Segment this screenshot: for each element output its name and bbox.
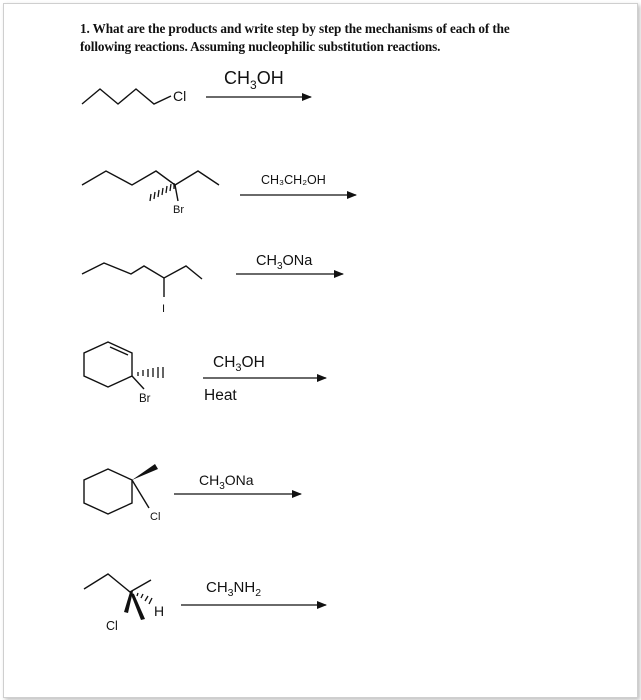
reaction-4-double-bond	[110, 347, 128, 355]
reaction-2-substrate-chain	[82, 171, 219, 185]
reaction-2-hashed-bond	[150, 183, 174, 201]
reaction-6-hashed-bond	[137, 593, 152, 604]
reaction-5-c-cl-bond	[132, 480, 149, 508]
reaction-4-condition: Heat	[204, 387, 237, 404]
reaction-3-leaving-group: I	[162, 303, 166, 315]
reaction-2-c-br-bond	[175, 185, 178, 201]
reaction-5-reagent: $CH_3ONa$	[199, 472, 254, 492]
reaction-1	[82, 68, 311, 104]
reaction-2-leaving-group: Br	[173, 204, 184, 216]
reaction-5-cyclohexane-ring	[84, 469, 132, 514]
reaction-3-reagent: $CH_3ONa$	[256, 253, 313, 272]
reaction-4-hashed-bond	[138, 367, 163, 378]
reaction-1-leaving-group: Cl	[173, 88, 187, 104]
reaction-5-wedge-bond	[132, 464, 158, 480]
reaction-6-wedge-bond	[130, 592, 145, 620]
reaction-2-reagent: CH₃CH₂OH	[261, 173, 326, 187]
reaction-4-cyclohexene-ring	[84, 342, 132, 387]
reaction-1-reagent: $CH_3OH$	[224, 68, 284, 92]
reaction-2	[82, 171, 356, 216]
reaction-4	[84, 342, 326, 405]
reaction-1-substrate-chain	[82, 89, 171, 104]
reaction-5-leaving-group: Cl	[150, 511, 161, 523]
reaction-4-reagent: $CH_3OH$	[213, 354, 265, 374]
reaction-3	[82, 253, 343, 315]
reaction-5	[84, 464, 301, 523]
reaction-4-c-br-bond	[132, 376, 144, 389]
reaction-6	[84, 574, 326, 633]
reaction-6-leaving-group: Cl	[106, 619, 118, 633]
reaction-6-wedge-cl	[124, 591, 133, 613]
reaction-6-hydrogen-label: H	[154, 603, 165, 619]
question-line-2: following reactions. Assuming nucleophilic substitution reactions.	[80, 39, 441, 54]
reaction-3-substrate-chain	[82, 263, 202, 279]
reaction-6-substrate-chain	[84, 574, 151, 592]
reaction-6-reagent: $CH_3NH_2$	[206, 579, 262, 599]
reaction-4-leaving-group: Br	[139, 393, 151, 405]
question-line-1: 1. What are the products and write step by step the mechanisms of each of the	[80, 21, 510, 36]
